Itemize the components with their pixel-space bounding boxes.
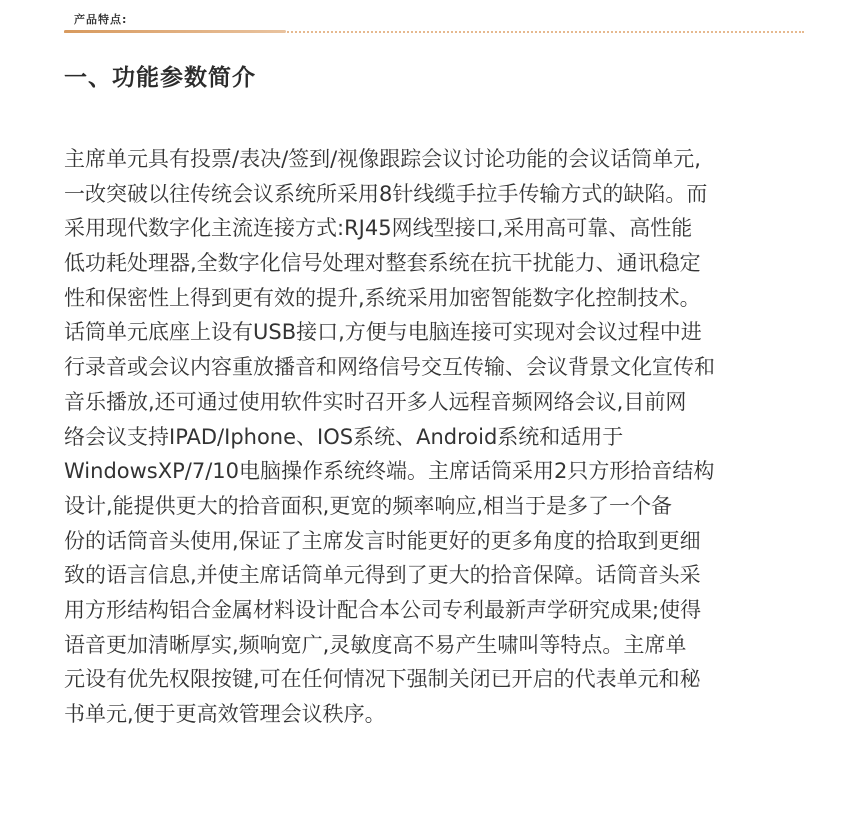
text-line: 行录音或会议内容重放播音和网络信号交互传输、会议背景文化宣传和 <box>64 355 715 380</box>
text-line: WindowsXP/7/10电脑操作系统终端。主席话筒采用2只方形拾音结构 <box>64 459 715 484</box>
text-line: 书单元,便于更高效管理会议秩序。 <box>64 702 386 726</box>
text-line: 设计,能提供更大的拾音面积,更宽的频率响应,相当于是多了一个备 <box>64 493 673 518</box>
text-line: 络会议支持IPAD/Iphone、IOS系统、Android系统和适用于 <box>64 424 624 449</box>
product-features-page <box>64 0 804 726</box>
section-title: 一、功能参数简介 <box>64 65 256 91</box>
body-paragraph <box>64 142 804 732</box>
text-line: 份的话筒音头使用,保证了主席发言时能更好的更多角度的拾取到更细 <box>64 528 701 553</box>
text-line: 性和保密性上得到更有效的提升,系统采用加密智能数字化控制技术。 <box>64 285 701 310</box>
text-line: 主席单元具有投票/表决/签到/视像跟踪会议讨论功能的会议话筒单元, <box>64 147 701 171</box>
text-line: 音乐播放,还可通过使用软件实时召开多人远程音频网络会议,目前网 <box>64 389 687 414</box>
text-line: 元设有优先权限按键,可在任何情况下强制关闭已开启的代表单元和秘 <box>64 667 701 692</box>
text-line: 语音更加清晰厚实,频响宽广,灵敏度高不易产生啸叫等特点。主席单 <box>64 632 687 657</box>
text-line: 采用现代数字化主流连接方式:RJ45网线型接口,采用高可靠、高性能 <box>64 216 693 241</box>
text-line: 用方形结构铝合金属材料设计配合本公司专利最新声学研究成果;使得 <box>64 597 702 622</box>
text-line: 一改突破以往传统会议系统所采用8针线缆手拉手传输方式的缺陷。而 <box>64 181 708 206</box>
text-line: 话筒单元底座上设有USB接口,方便与电脑连接可实现对会议过程中进 <box>64 320 702 345</box>
text-line: 致的语言信息,并使主席话筒单元得到了更大的拾音保障。话筒音头采 <box>64 563 701 588</box>
header-label: 产品特点: <box>74 13 128 26</box>
header-accent-bar <box>64 30 286 33</box>
section-header <box>64 0 804 34</box>
text-line: 低功耗处理器,全数字化信号处理对整套系统在抗干扰能力、通讯稳定 <box>64 251 701 276</box>
